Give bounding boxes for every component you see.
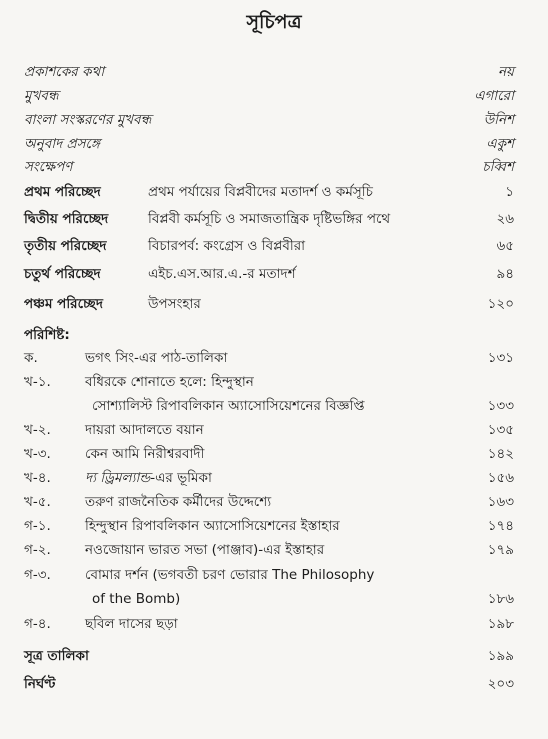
toc-entry[interactable] [0, 644, 548, 668]
appendix-entry[interactable] [0, 612, 548, 636]
appendix-page: ১৫৬ [487, 470, 514, 486]
chapter-title: এইচ.এস.আর.এ.-র মতাদর্শ [148, 266, 296, 282]
chapter-entry[interactable] [0, 292, 548, 316]
appendix-code: খ-৩. [24, 446, 51, 462]
appendix-entry[interactable] [0, 346, 548, 370]
chapter-page: ৯৪ [496, 266, 514, 282]
appendix-title: বধিরকে শোনাতে হলে: হিন্দুস্থান [85, 374, 254, 390]
appendix-title: ভগৎ সিং-এর পাঠ-তালিকা [85, 350, 228, 366]
toc-entry-label: সূত্র তালিকা [24, 648, 89, 664]
toc-entry[interactable] [0, 108, 548, 132]
chapter-entry[interactable] [0, 234, 548, 258]
toc-entry-page: চব্বিশ [482, 159, 514, 175]
toc-entry-page: নয় [497, 64, 514, 80]
appendix-entry[interactable] [0, 563, 548, 587]
toc-entry-page: এগারো [474, 88, 514, 104]
appendix-title: সোশ্যালিস্ট রিপাবলিকান অ্যাসোসিয়েশনের বিজ্ঞপ্তি [92, 398, 365, 414]
toc-entry[interactable] [0, 155, 548, 179]
appendix-title-rest: -এর ভূমিকা [150, 470, 212, 486]
appendix-page: ১৯৮ [487, 616, 514, 632]
toc-entry-label: প্রকাশকের কথা [24, 64, 105, 80]
chapter-title: উপসংহার [148, 296, 201, 312]
chapter-title: প্রথম পর্যায়ের বিপ্লবীদের মতাদর্শ ও কর্মসূচি [148, 184, 373, 200]
toc-entry-label: অনুবাদ প্রসঙ্গে [24, 136, 100, 152]
appendix-page: ১৩৫ [487, 422, 514, 438]
chapter-label: প্রথম পরিচ্ছেদ [24, 184, 101, 200]
chapter-title: বিচারপর্ব: কংগ্রেস ও বিপ্লবীরা [148, 238, 306, 254]
appendix-entry[interactable] [0, 466, 548, 490]
toc-entry-label: বাংলা সংস্করণের মুখবন্ধ [24, 112, 152, 128]
toc-entry[interactable] [0, 84, 548, 108]
appendix-code: গ-১. [24, 518, 51, 534]
appendix-code: খ-৫. [24, 494, 51, 510]
appendix-title-italic: দ্য ড্রিমল্যান্ড [85, 470, 151, 486]
appendix-page: ১৬৩ [487, 494, 514, 510]
chapter-label: পঞ্চম পরিচ্ছেদ [24, 296, 103, 312]
appendix-entry[interactable] [0, 442, 548, 466]
appendix-page: ১৩১ [487, 350, 514, 366]
chapter-page: ১২০ [487, 296, 514, 312]
toc-entry-page: উনিশ [483, 112, 514, 128]
toc-entry[interactable] [0, 60, 548, 84]
appendix-page: ১৮৬ [487, 591, 514, 607]
appendix-entry[interactable] [0, 490, 548, 514]
appendix-code: খ-৪. [24, 470, 51, 486]
chapter-label: তৃতীয় পরিচ্ছেদ [24, 238, 107, 254]
appendix-page: ১৭৪ [487, 518, 514, 534]
appendix-title: of the Bomb) [92, 591, 181, 607]
appendix-entry[interactable] [0, 538, 548, 562]
toc-entry-label: সংক্ষেপণ [24, 159, 73, 175]
appendix-title: বোমার দর্শন (ভগবতী চরণ ভোরার The Philosophy [85, 567, 375, 583]
appendix-title [85, 466, 212, 490]
appendix-code: খ-১. [24, 374, 51, 390]
chapter-entry[interactable] [0, 207, 548, 231]
appendix-title: কেন আমি নিরীশ্বরবাদী [85, 446, 205, 462]
appendix-title: তরুণ রাজনৈতিক কর্মীদের উদ্দেশ্যে [85, 494, 272, 510]
appendix-entry-continued[interactable] [0, 587, 548, 611]
toc-entry-page: ১৯৯ [487, 648, 514, 664]
appendix-title: নওজোয়ান ভারত সভা (পাঞ্জাব)-এর ইস্তাহার [85, 542, 325, 558]
appendix-title: ছবিল দাসের ছড়া [85, 616, 178, 632]
appendix-page: ১৪২ [487, 446, 514, 462]
chapter-page: ৬৫ [496, 238, 514, 254]
toc-entry[interactable] [0, 132, 548, 156]
chapter-entry[interactable] [0, 180, 548, 204]
appendix-code: গ-২. [24, 542, 51, 558]
toc-entry[interactable] [0, 672, 548, 696]
appendix-title: হিন্দুস্থান রিপাবলিকান অ্যাসোসিয়েশনের ইস্তাহার [85, 518, 340, 534]
chapter-label: দ্বিতীয় পরিচ্ছেদ [24, 211, 109, 227]
appendix-code: গ-৩. [24, 567, 51, 583]
chapter-entry[interactable] [0, 262, 548, 286]
chapter-label: চতুর্থ পরিচ্ছেদ [24, 266, 101, 282]
toc-entry-page: একুশ [486, 136, 514, 152]
appendix-code: ক. [24, 350, 38, 366]
appendix-page: ১৭৯ [487, 542, 514, 558]
appendix-code: গ-৪. [24, 616, 51, 632]
appendix-entry-continued[interactable] [0, 394, 548, 418]
toc-entry-label: মুখবন্ধ [24, 88, 59, 104]
page-title: সূচিপত্র [246, 11, 302, 33]
chapter-page: ১ [505, 184, 514, 200]
chapter-page: ২৬ [496, 211, 514, 227]
chapter-title: বিপ্লবী কর্মসূচি ও সমাজতান্ত্রিক দৃষ্টিভঙ্গির পথে [148, 211, 391, 227]
toc-entry-page: ২০৩ [487, 676, 514, 692]
appendix-entry[interactable] [0, 370, 548, 394]
appendix-entry[interactable] [0, 418, 548, 442]
appendix-title: দায়রা আদালতে বয়ান [85, 422, 204, 438]
appendix-entry[interactable] [0, 514, 548, 538]
appendix-code: খ-২. [24, 422, 51, 438]
appendix-page: ১৩৩ [487, 398, 514, 414]
toc-entry-label: নির্ঘণ্ট [24, 676, 56, 692]
appendix-heading: পরিশিষ্ট: [24, 327, 70, 343]
